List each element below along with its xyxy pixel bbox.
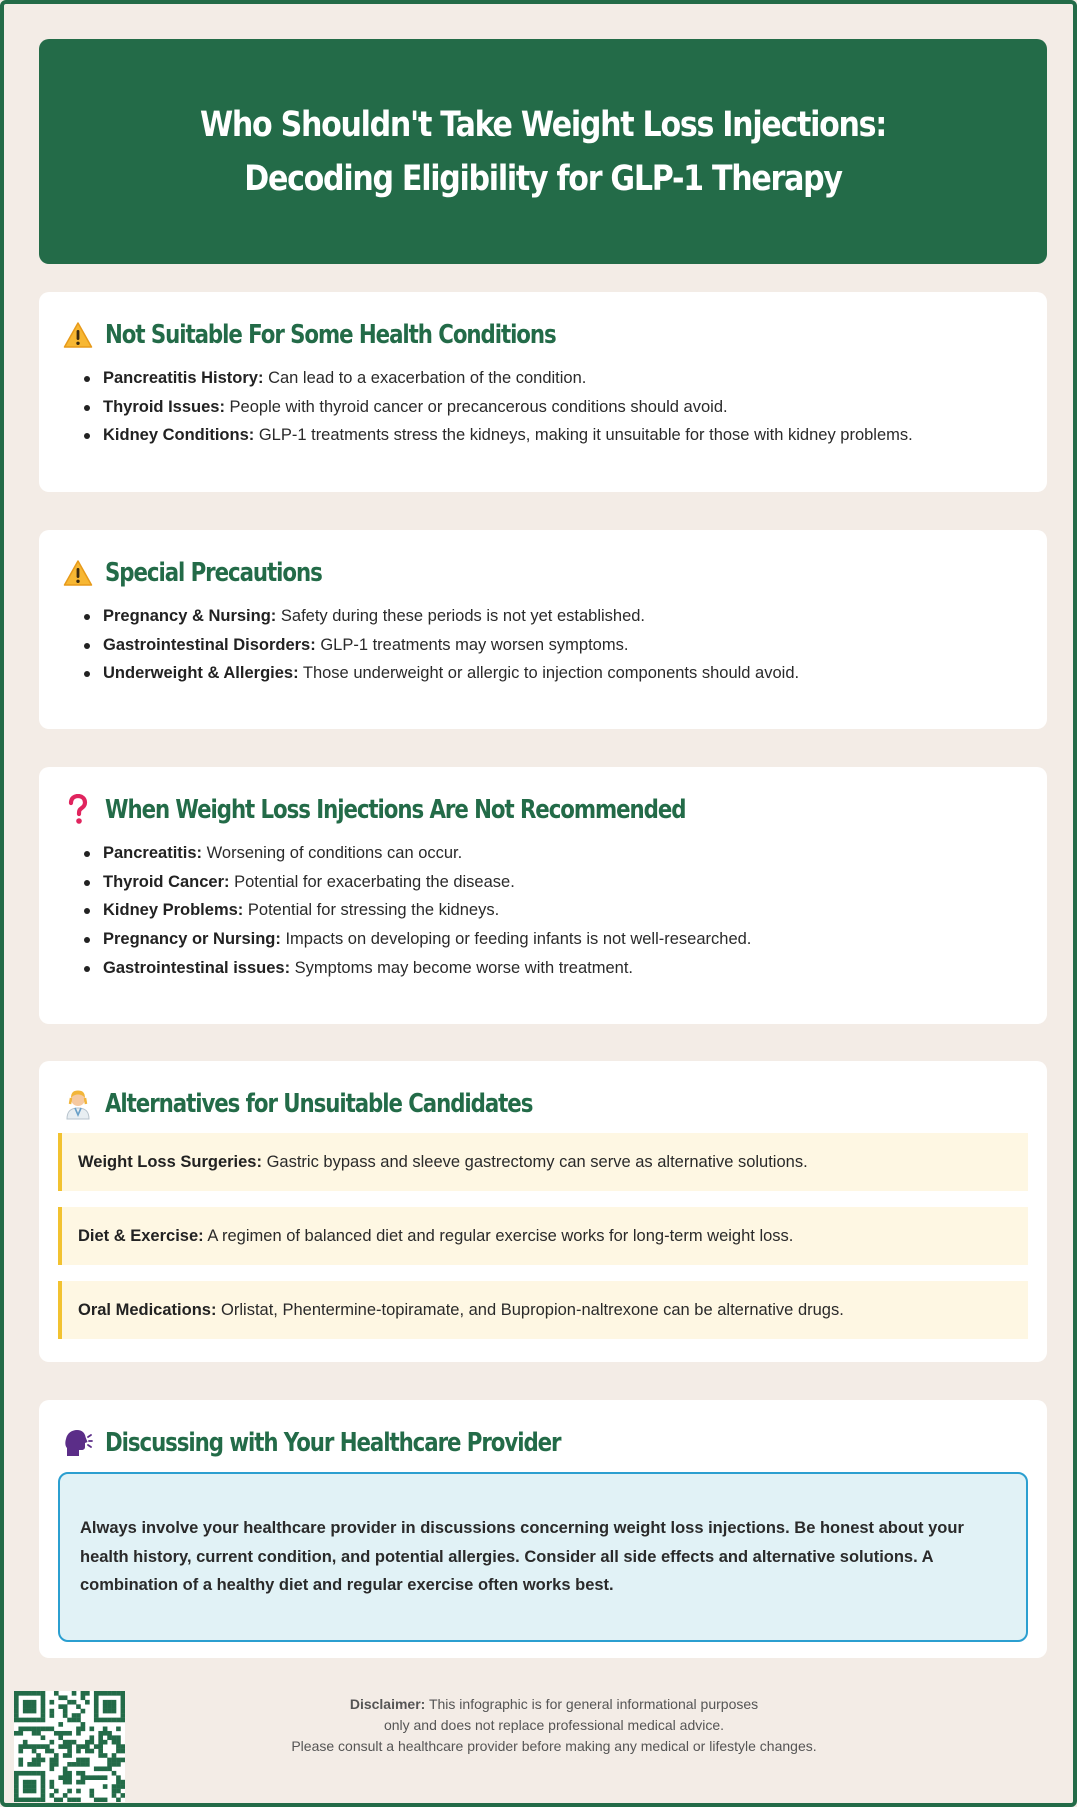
- list-item: [103, 393, 1023, 422]
- item-text: GLP-1 treatments may worsen symptoms.: [315, 635, 629, 654]
- conditions-header: [63, 316, 1023, 354]
- conditions-list: [63, 364, 1023, 450]
- conditions-card: [39, 292, 1047, 492]
- provider-callout: Always involve your healthcare provider in discussions concerning weight loss injections. Be honest about your health history, current condition, and potential allergies. Consider all side effects and alternative solutions. A combination of a healthy diet and regular exercise often works best.: [58, 1472, 1028, 1642]
- item-label: Gastrointestinal Disorders:: [103, 635, 316, 654]
- precautions-card: [39, 530, 1047, 729]
- warning-icon: [63, 320, 93, 350]
- item-label: Pancreatitis History:: [103, 369, 264, 387]
- item-label: Pancreatitis:: [103, 844, 203, 862]
- item-text: A regimen of balanced diet and regular exercise works for long-term weight loss.: [203, 1226, 794, 1245]
- list-item: [103, 631, 1023, 660]
- qr-code-graphic: [14, 1691, 125, 1802]
- disclaimer-label: Disclaimer:: [349, 1696, 426, 1712]
- item-label: Diet & Exercise:: [78, 1226, 204, 1245]
- alternatives-heading: Alternatives for Unsuitable Candidates: [105, 1089, 533, 1119]
- alternative-item: [58, 1133, 1028, 1191]
- item-text: Gastric bypass and sleeve gastrectomy can serve as alternative solutions.: [261, 1152, 808, 1171]
- item-text: Orlistat, Phentermine-topiramate, and Bupropion-naltrexone can be alternative drugs.: [216, 1300, 844, 1319]
- list-item: [103, 868, 1023, 897]
- item-text: Impacts on developing or feeding infants is not well-researched.: [280, 930, 752, 949]
- title-banner: [39, 39, 1047, 264]
- item-label: Underweight & Allergies:: [103, 664, 299, 683]
- precautions-header: [63, 554, 1023, 592]
- list-item: [103, 839, 1023, 868]
- not-recommended-list: [63, 839, 1023, 983]
- qr-code-icon: [14, 1691, 125, 1802]
- disclaimer-line: Please consult a healthcare provider before making any medical or lifestyle changes.: [291, 1738, 817, 1754]
- page-title: Who Shouldn't Take Weight Loss Injections: Decoding Eligibility for GLP-1 Therapy: [199, 104, 887, 199]
- item-label: Pregnancy & Nursing:: [103, 607, 277, 625]
- not-recommended-header: [63, 791, 1023, 829]
- provider-heading: Discussing with Your Healthcare Provider: [105, 1428, 561, 1458]
- item-text: Potential for stressing the kidneys.: [243, 901, 500, 920]
- disclaimer-line: This infographic is for general informational purposes: [425, 1696, 759, 1712]
- alternatives-header: [63, 1085, 1023, 1123]
- speaking-head-icon: [63, 1428, 93, 1458]
- item-label: Gastrointestinal issues:: [103, 958, 291, 977]
- item-text: GLP-1 treatments stress the kidneys, making it unsuitable for those with kidney problems.: [254, 426, 913, 445]
- item-label: Oral Medications:: [78, 1300, 217, 1319]
- item-label: Kidney Problems:: [103, 901, 244, 920]
- not-recommended-card: [39, 767, 1047, 1024]
- alternative-item: [58, 1207, 1028, 1265]
- item-text: Those underweight or allergic to injection components should avoid.: [298, 664, 800, 683]
- alternatives-card: [39, 1061, 1047, 1362]
- item-label: Kidney Conditions:: [103, 426, 255, 445]
- item-text: People with thyroid cancer or precancerous conditions should avoid.: [224, 397, 728, 416]
- list-item: [103, 602, 1023, 631]
- question-mark-icon: [63, 795, 93, 825]
- provider-header: [63, 1424, 1023, 1462]
- list-item: [103, 896, 1023, 925]
- warning-icon: [63, 558, 93, 588]
- alternative-item: [58, 1281, 1028, 1339]
- health-worker-icon: [63, 1089, 93, 1119]
- item-text: Potential for exacerbating the disease.: [229, 872, 515, 891]
- precautions-heading: Special Precautions: [105, 558, 322, 588]
- item-text: Symptoms may become worse with treatment.: [290, 958, 634, 977]
- item-text: Safety during these periods is not yet established.: [276, 607, 646, 625]
- list-item: [103, 364, 1023, 393]
- item-label: Thyroid Cancer:: [103, 872, 230, 891]
- list-item: [103, 659, 1023, 688]
- list-item: [103, 421, 1023, 450]
- item-label: Thyroid Issues:: [103, 397, 225, 416]
- conditions-heading: Not Suitable For Some Health Conditions: [105, 320, 556, 350]
- not-recommended-heading: When Weight Loss Injections Are Not Recommended: [105, 795, 686, 825]
- list-item: [103, 954, 1023, 983]
- list-item: [103, 925, 1023, 954]
- precautions-list: [63, 602, 1023, 688]
- disclaimer: [204, 1694, 904, 1757]
- item-label: Pregnancy or Nursing:: [103, 930, 281, 949]
- item-label: Weight Loss Surgeries:: [78, 1152, 262, 1171]
- item-text: Can lead to a exacerbation of the condition.: [263, 369, 587, 387]
- item-text: Worsening of conditions can occur.: [202, 844, 463, 862]
- disclaimer-line: only and does not replace professional medical advice.: [383, 1717, 725, 1733]
- provider-card: [39, 1400, 1047, 1658]
